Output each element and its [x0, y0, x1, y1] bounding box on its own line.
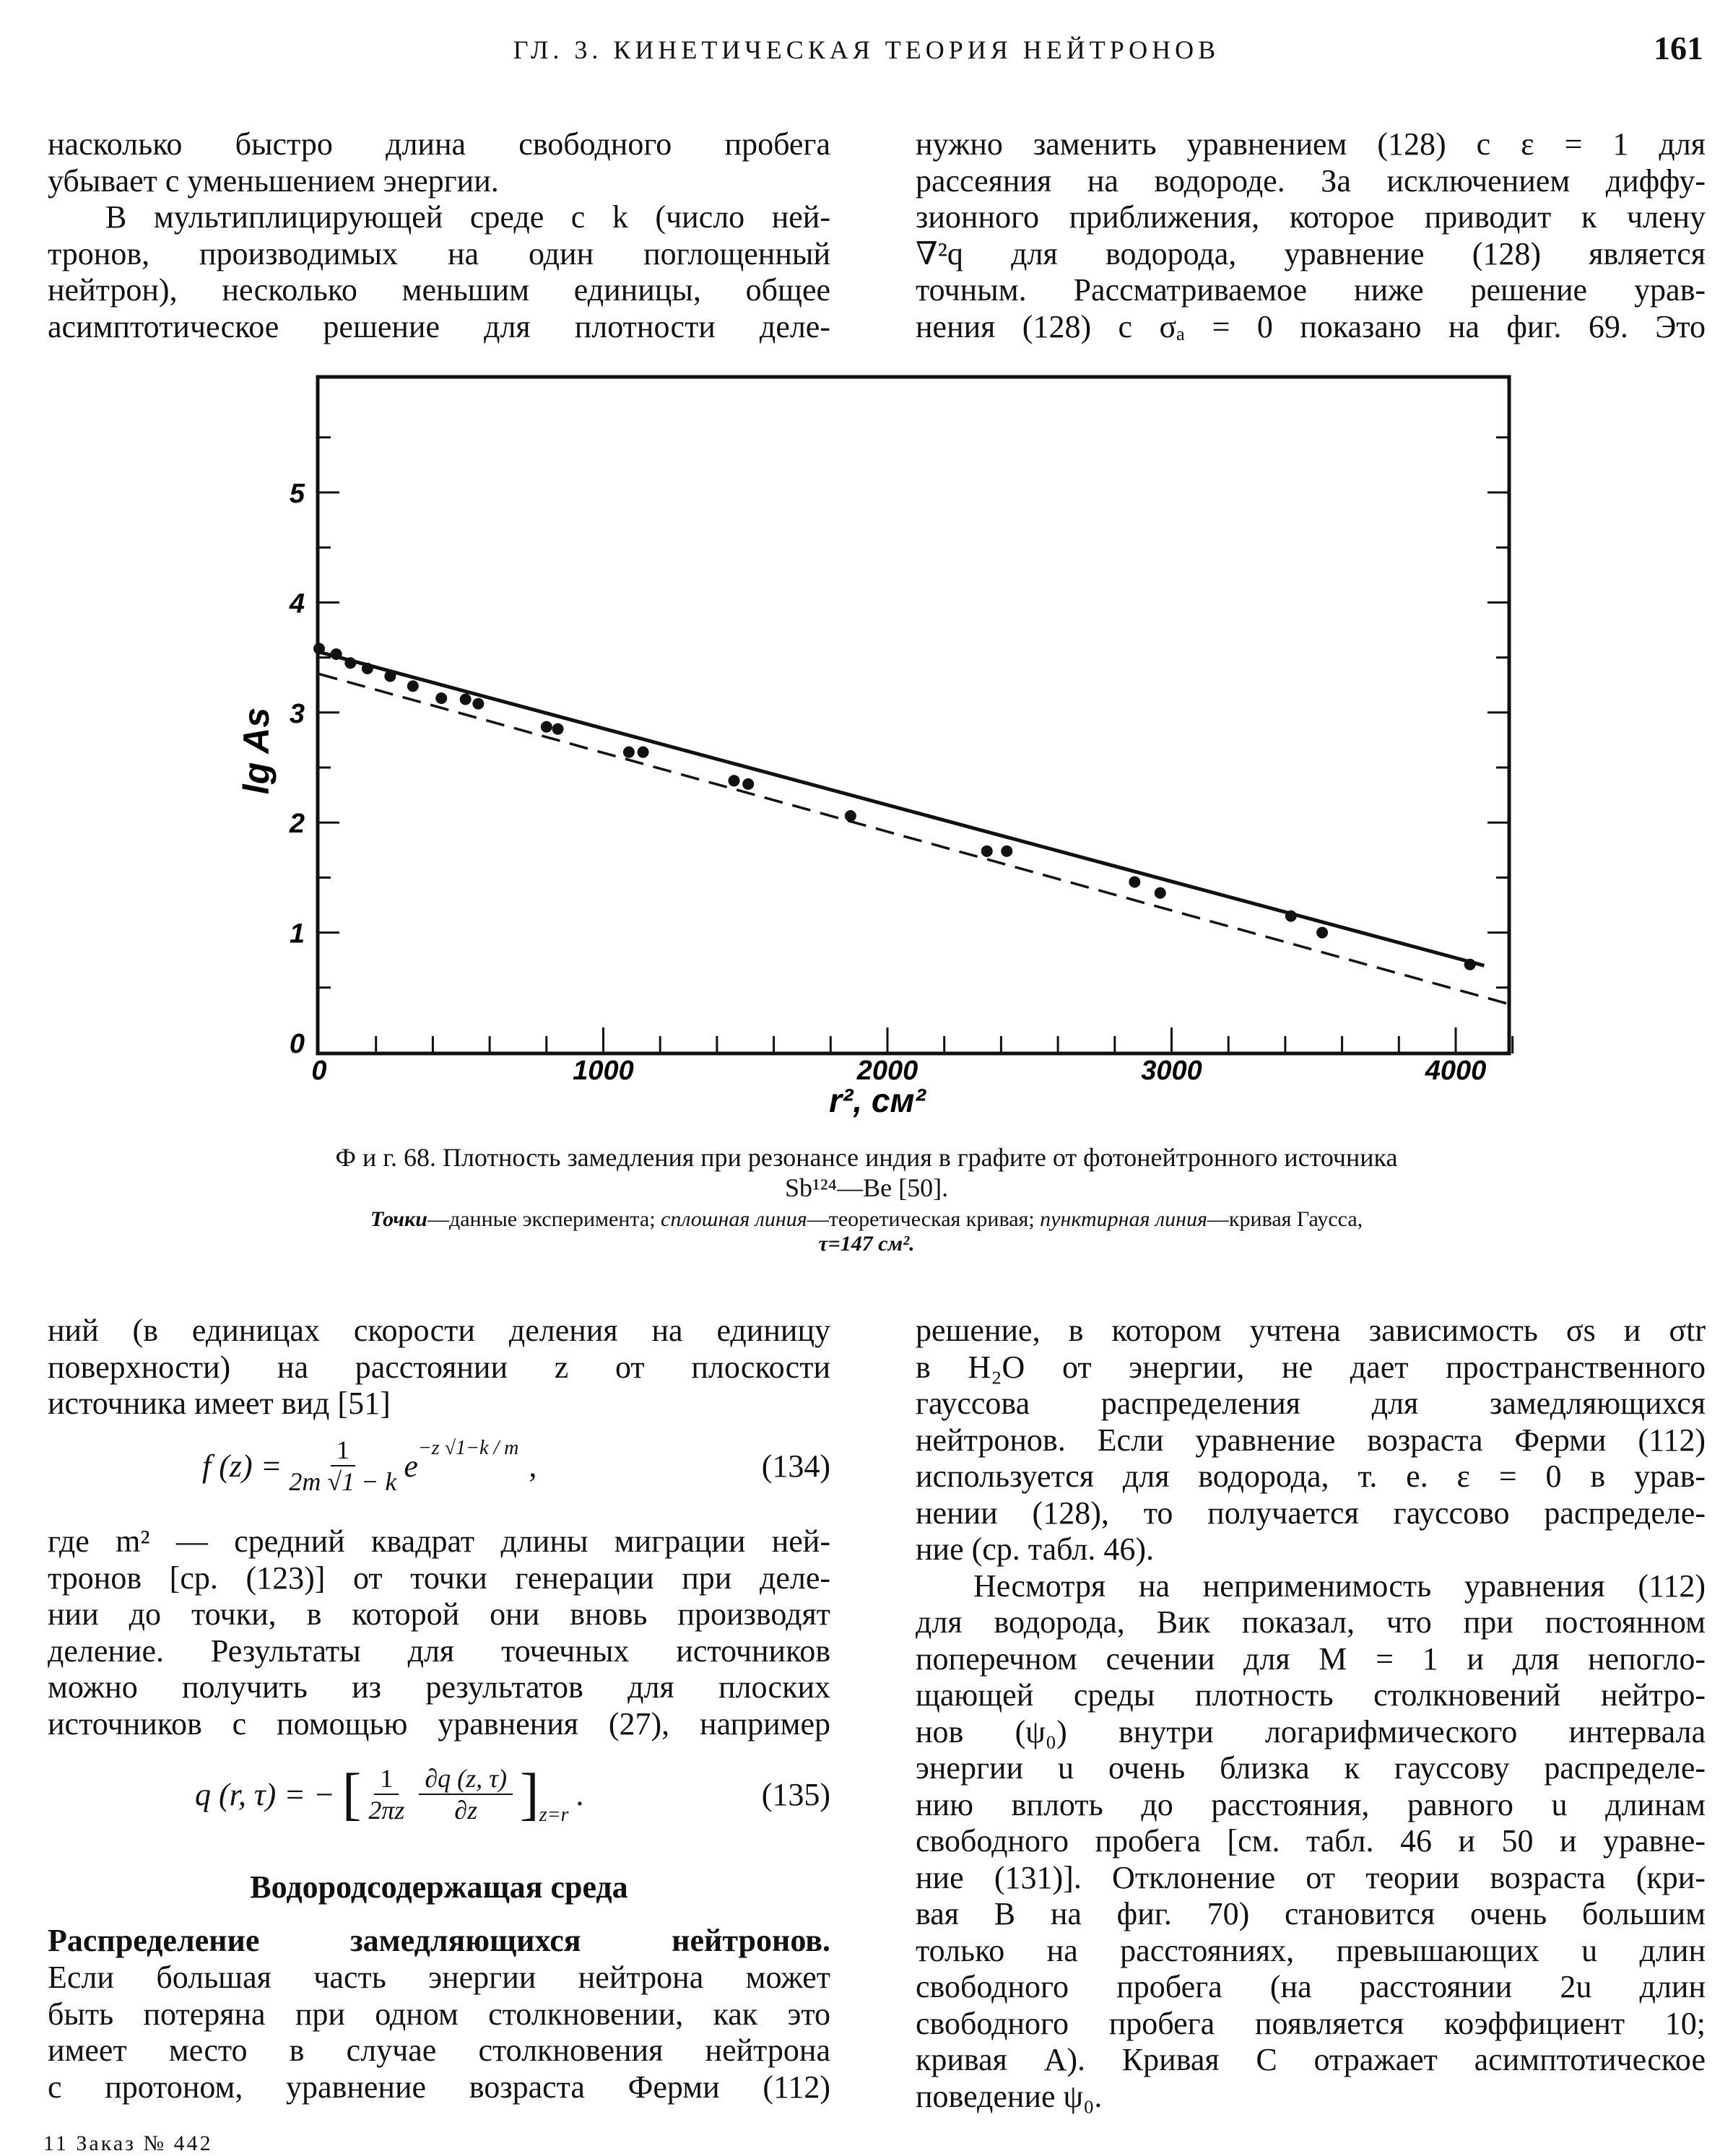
text-line: используется для водорода, т. е. ε = 0 в урав-: [916, 1459, 1706, 1494]
text-line: нейтрон), несколько меньшим единицы, общее: [48, 272, 830, 308]
text-line: только на расстояниях, превышающих u длин: [916, 1932, 1706, 1968]
figure-caption-line1: Ф и г. 68. Плотность замедления при резонансе индия в графите от фотонейтронного источника: [335, 1143, 1398, 1172]
text-line: нужно заменить уравнением (128) с ε = 1 для: [916, 126, 1706, 162]
text-line: Если большая часть энергии нейтрона может: [48, 1960, 830, 1995]
text-line: деление. Результаты для точечных источников: [48, 1633, 830, 1669]
eq135-num1: 1: [374, 1763, 399, 1795]
eq135-den1: 2πz: [368, 1796, 405, 1825]
text-line: в H₂O от энергии, не дает пространственного: [916, 1349, 1706, 1385]
eq135-lhs: q (r, τ) = −: [195, 1776, 335, 1812]
runin-heading-line: [48, 1923, 830, 1960]
text-line: вая B на фиг. 70) становится очень большим: [916, 1896, 1706, 1931]
text-line: нения (128) с σₐ = 0 показано на фиг. 69. Это: [916, 308, 1706, 344]
data-point: [1155, 887, 1166, 899]
text-line: где m² — средний квадрат длины миграции ней-: [48, 1523, 830, 1559]
text-line: имеет место в случае столкновения нейтрона: [48, 2033, 830, 2068]
text-line: поперечном сечении для M = 1 и для непогло-: [916, 1640, 1706, 1677]
legend-points-desc: —данные эксперимента;: [427, 1207, 661, 1231]
data-point: [1001, 846, 1012, 857]
y-tick-label: 0: [289, 1029, 305, 1059]
text-line: свободного пробега (на расстоянии 2u длин: [916, 1969, 1706, 2004]
text-line: тронов [ср. (123)] от точки генерации при деле-: [48, 1560, 830, 1596]
text-line: решение, в котором учтена зависимость σs и σtr: [916, 1313, 1706, 1348]
eq135-fraction2: [419, 1763, 513, 1825]
equation-134: [202, 1437, 830, 1495]
text-line: асимптотическое решение для плотности деле-: [48, 308, 830, 344]
data-point: [1129, 876, 1140, 887]
text-line: поверхности) на расстоянии z от плоскости: [48, 1349, 830, 1385]
bottom-left-para1: [48, 1313, 830, 1422]
text-line: В мультиплицирующей среде с k (число ней-: [105, 199, 830, 235]
x-tick-label: 0: [311, 1056, 327, 1086]
y-tick-label: 2: [289, 809, 305, 840]
data-point: [1316, 927, 1328, 939]
x-tick-label: 1000: [573, 1056, 634, 1086]
text-line: для водорода, Вик показал, что при постоянном: [916, 1604, 1706, 1640]
text-line: насколько быстро длина свободного пробега: [48, 126, 830, 162]
x-tick-label: 4000: [1425, 1056, 1487, 1086]
eq135-bracket-close: ]: [520, 1762, 539, 1826]
text-line: энергии u очень близка к гауссову распределе-: [916, 1750, 1706, 1786]
text-line: нию вплоть до расстояния, равного u длинам: [916, 1786, 1706, 1822]
y-tick-label: 5: [289, 479, 305, 509]
text-line: убывает с уменьшением энергии.: [48, 162, 499, 199]
text-line: быть потеряна при одном столкновении, как это: [48, 1996, 830, 2032]
text-line: нении (128), то получается гауссово распределе-: [916, 1495, 1706, 1531]
eq134-den: 2m √1 − k: [289, 1467, 397, 1496]
text-line: точным. Рассматриваемое ниже решение урав-: [916, 272, 1706, 308]
section-heading: Водородсодержащая среда: [250, 1869, 628, 1905]
data-point: [541, 721, 552, 733]
data-point: [472, 698, 484, 710]
legend-solid: сплошная линия: [661, 1207, 807, 1231]
figure-tau-note: τ=147 см².: [818, 1232, 915, 1256]
bottom-left-para2: [48, 1523, 830, 1742]
x-tick-label: 2000: [856, 1056, 918, 1086]
text-line: ний (в единицах скорости деления на единицу: [48, 1313, 830, 1348]
text-line: источника имеет вид [51]: [48, 1386, 391, 1421]
eq134-exp: e: [404, 1448, 418, 1484]
page-number: 161: [1654, 30, 1703, 66]
text-line: можно получить из результатов для плоских: [48, 1669, 830, 1705]
data-point: [623, 747, 635, 758]
bottom-left-para3: [48, 1960, 830, 2105]
text-line: рассеяния на водороде. За исключением диффу-: [916, 162, 1706, 199]
eq135-number: (135): [761, 1776, 830, 1812]
footer-order-number: 11 Заказ № 442: [43, 2131, 213, 2155]
text-line: Несмотря на неприменимость уравнения (112): [973, 1568, 1706, 1604]
data-point: [845, 810, 856, 822]
eq134-fraction: [289, 1435, 396, 1497]
text-line: поведение ψ₀.: [916, 2078, 1103, 2114]
theoretical-curve: [319, 652, 1484, 965]
figure-legend-note: [144, 1207, 1589, 1232]
text-line: свободного пробега появляется коэффициент 10;: [916, 2005, 1706, 2041]
eq134-tail: ,: [529, 1448, 537, 1484]
legend-dashed-desc: —кривая Гаусса,: [1207, 1207, 1363, 1231]
legend-dashed: пунктирная линия: [1040, 1207, 1207, 1231]
y-tick-label: 1: [289, 918, 305, 949]
y-axis-label: lg As: [236, 707, 277, 795]
eq134-num: 1: [331, 1435, 355, 1466]
eq135-num2: ∂q (z, τ): [419, 1763, 513, 1795]
data-point: [742, 778, 754, 790]
gauss-curve: [319, 674, 1509, 1004]
runin-heading: Распределение замедляющихся нейтронов.: [48, 1923, 830, 1958]
data-point: [407, 680, 419, 692]
text-line: тронов, производимых на один поглощенный: [48, 235, 830, 271]
eq134-number: (134): [761, 1448, 830, 1484]
equation-135: [195, 1762, 830, 1827]
data-point: [552, 723, 564, 735]
data-point: [729, 775, 740, 786]
eq135-fraction1: [368, 1763, 404, 1825]
data-point: [638, 747, 649, 758]
eq134-sup: −z √1−k / m: [417, 1437, 519, 1459]
eq135-bracket-open: [: [342, 1762, 362, 1826]
eq135-den2: ∂z: [454, 1796, 478, 1825]
eq135-sub: z=r: [539, 1804, 569, 1826]
data-point: [981, 846, 993, 857]
text-line: кривая A). Кривая C отражает асимптотическое: [916, 2042, 1706, 2077]
legend-points: Точки: [370, 1207, 427, 1231]
eq134-lhs: f (z) =: [202, 1448, 282, 1484]
legend-solid-desc: —теоретическая кривая;: [807, 1207, 1041, 1231]
bottom-right-column: [916, 1313, 1706, 2115]
text-line: зионного приближения, которое приводит к члену: [916, 199, 1706, 235]
figure-caption-line2: Sb¹²⁴—Be [50].: [784, 1173, 949, 1202]
text-line: ∇²q для водорода, уравнение (128) является: [916, 235, 1706, 271]
text-line: источников с помощью уравнения (27), например: [48, 1705, 830, 1742]
text-line: свободного пробега [см. табл. 46 и 50 и уравне-: [916, 1823, 1706, 1859]
text-line: с протоном, уравнение возраста Ферми (112): [48, 2069, 830, 2105]
data-point: [435, 692, 447, 704]
text-line: нейтронов. Если уравнение возраста Ферми (112): [916, 1422, 1706, 1458]
plot-frame: [318, 377, 1509, 1053]
text-line: гауссова распределения для замедляющихся: [916, 1386, 1706, 1421]
text-line: щающей среды плотность столкновений нейтро-: [916, 1677, 1706, 1713]
y-tick-label: 4: [289, 588, 305, 620]
running-header: ГЛ. 3. КИНЕТИЧЕСКАЯ ТЕОРИЯ НЕЙТРОНОВ: [513, 35, 1220, 64]
text-line: ние (131)]. Отклонение от теории возраста (кри-: [916, 1859, 1706, 1895]
text-line: нов (ψ₀) внутри логарифмического интервала: [916, 1713, 1706, 1749]
text-line: ние (ср. табл. 46).: [916, 1531, 1154, 1567]
data-point: [460, 694, 472, 705]
y-tick-label: 3: [289, 698, 305, 729]
x-tick-label: 3000: [1141, 1056, 1202, 1086]
text-line: нии до точки, в которой они вновь производят: [48, 1596, 830, 1632]
x-axis-label: r², см²: [829, 1082, 926, 1119]
eq135-tail: .: [576, 1776, 584, 1812]
